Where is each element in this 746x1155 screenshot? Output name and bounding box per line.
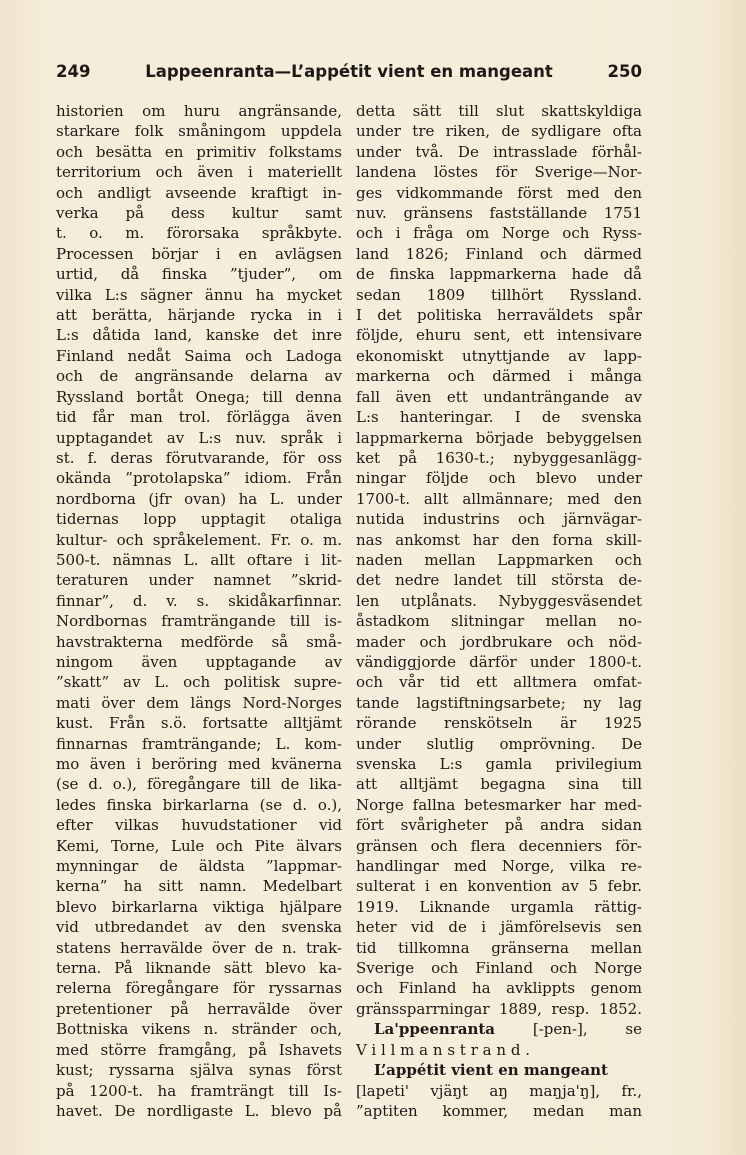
text-line: Kemi, Torne, Lule och Pite älvars xyxy=(56,836,342,855)
page-number-right: 250 xyxy=(607,62,642,81)
text-line: ges vidkommande först med den xyxy=(356,183,642,202)
text-line: st. f. deras förutvarande, för oss xyxy=(56,448,342,467)
text-line: och besätta en primitiv folkstams xyxy=(56,142,342,161)
text-line: Finland nedåt Saima och Ladoga xyxy=(56,346,342,365)
text-line: åstadkom slitningar mellan no- xyxy=(356,612,642,631)
entry-lappeenranta xyxy=(356,1019,642,1039)
text-line: len utplånats. Nybyggesväsendet xyxy=(356,591,642,610)
entry-lappetit-pron: [lapeti' vjäŋt aŋ maŋja'ŋ], fr., xyxy=(356,1081,642,1100)
text-line: relerna föregångare för ryssarnas xyxy=(56,979,342,998)
text-line: de finska lappmarkerna hade då xyxy=(356,265,642,284)
text-line: följde, ehuru sent, ett intensivare xyxy=(356,326,642,345)
text-line: kust; ryssarna själva synas först xyxy=(56,1061,342,1080)
text-line: okända ”protolapska” idiom. Från xyxy=(56,469,342,488)
text-line: (se d. o.), föregångare till de lika- xyxy=(56,775,342,794)
text-line: lappmarkerna började bebyggelsen xyxy=(356,428,642,447)
pronunciation-lappeenranta: [-pen-], xyxy=(532,1020,588,1039)
text-line: mati över dem längs Nord-Norges xyxy=(56,693,342,712)
text-line: ”skatt” av L. och politisk supre- xyxy=(56,673,342,692)
text-line: finnar”, d. v. s. skidåkarfinnar. xyxy=(56,591,342,610)
text-line: nuv. gränsens fastställande 1751 xyxy=(356,204,642,223)
text-line: vändiggjorde därför under 1800-t. xyxy=(356,652,642,671)
text-line: mader och jordbrukare och nöd- xyxy=(356,632,642,651)
text-line: sedan 1809 tillhört Ryssland. xyxy=(356,285,642,304)
text-line: under slutlig omprövning. De xyxy=(356,734,642,753)
text-line: nutida industrins och järnvägar- xyxy=(356,510,642,529)
left-column xyxy=(56,101,342,1121)
see-reference-label: se xyxy=(625,1020,642,1039)
text-line: Ryssland bortåt Onega; till denna xyxy=(56,387,342,406)
running-header xyxy=(56,62,642,90)
entry-lappetit xyxy=(356,1060,642,1080)
text-line: 1919. Liknande urgamla rättig- xyxy=(356,897,642,916)
text-line: kultur- och språkelement. Fr. o. m. xyxy=(56,530,342,549)
cross-reference-villmanstrand: Villmanstrand. xyxy=(356,1040,535,1059)
text-line: tidernas lopp upptagit otaliga xyxy=(56,510,342,529)
text-line: ket på 1630-t.; nybyggesanlägg- xyxy=(356,448,642,467)
text-line: ledes finska birkarlarna (se d. o.), xyxy=(56,795,342,814)
text-line: heter vid de i jämförelsevis sen xyxy=(356,918,642,937)
text-line: Nordbornas framträngande till is- xyxy=(56,612,342,631)
text-line: finnarnas framträngande; L. kom- xyxy=(56,734,342,753)
text-line: starkare folk småningom uppdela xyxy=(56,122,342,141)
text-line: gränssparrningar 1889, resp. 1852. xyxy=(356,999,642,1018)
text-line: och andligt avseende kraftigt in- xyxy=(56,183,342,202)
text-line: ningar följde och blevo under xyxy=(356,469,642,488)
text-line: under tre riken, de sydligare ofta xyxy=(356,122,642,141)
running-title: Lappeenranta—L’appétit vient en mangeant xyxy=(145,62,553,81)
text-line: mo även i beröring med kvänerna xyxy=(56,755,342,773)
text-line: ekonomiskt utnyttjande av lapp- xyxy=(356,346,642,365)
text-line: Bottniska vikens n. stränder och, xyxy=(56,1020,342,1039)
text-line: blevo birkarlarna viktiga hjälpare xyxy=(56,897,342,916)
text-line: gränsen och flera decenniers för- xyxy=(356,836,642,855)
text-line: fört svårigheter på andra sidan xyxy=(356,816,642,835)
text-line: nordborna (jfr ovan) ha L. under xyxy=(56,489,342,508)
text-line: att berätta, härjande rycka in i xyxy=(56,306,342,325)
text-line: havet. De nordligaste L. blevo på xyxy=(56,1101,342,1120)
headword-lappeenranta: La'ppeenranta xyxy=(374,1020,496,1039)
text-line: mynningar de äldsta ”lappmar- xyxy=(56,857,342,876)
text-line: svenska L:s gamla privilegium xyxy=(356,755,642,773)
text-line: t. o. m. förorsaka språkbyte. xyxy=(56,224,342,243)
text-line: upptagandet av L:s nuv. språk i xyxy=(56,428,342,447)
text-line: tande lagstiftningsarbete; ny lag xyxy=(356,693,642,712)
text-line: sulterat i en konvention av 5 febr. xyxy=(356,877,642,896)
text-line: teraturen under namnet ”skrid- xyxy=(56,571,342,590)
text-line: urtid, då finska ”tjuder”, om xyxy=(56,265,342,284)
text-line: tid får man trol. förlägga även xyxy=(56,408,342,427)
text-line: naden mellan Lappmarken och xyxy=(356,550,642,569)
text-line: kerna” ha sitt namn. Medelbart xyxy=(56,877,342,896)
text-line: fall även ett undanträngande av xyxy=(356,387,642,406)
text-line: Norge fallna betesmarker har med- xyxy=(356,795,642,814)
text-line: L:s hanteringar. I de svenska xyxy=(356,408,642,427)
text-line: under två. De intrasslade förhål- xyxy=(356,142,642,161)
text-line: detta sätt till slut skattskyldiga xyxy=(356,102,642,120)
text-line: ningom även upptagande av xyxy=(56,652,342,671)
right-column xyxy=(356,101,642,1121)
text-line: med större framgång, på Ishavets xyxy=(56,1040,342,1059)
text-line: och de angränsande delarna av xyxy=(56,367,342,386)
text-line: terna. På liknande sätt blevo ka- xyxy=(56,959,342,978)
text-line: vid utbredandet av den svenska xyxy=(56,918,342,937)
text-line: I det politiska herraväldets spår xyxy=(356,306,642,325)
text-line: territorium och även i materiellt xyxy=(56,163,342,182)
text-line: landena löstes för Sverige—Nor- xyxy=(356,163,642,182)
text-line: och vår tid ett alltmera omfat- xyxy=(356,673,642,692)
text-line: efter vilkas huvudstationer vid xyxy=(56,816,342,835)
text-line: pretentioner på herravälde över xyxy=(56,999,342,1018)
entry-lappeenranta-ref xyxy=(356,1040,642,1060)
text-line: att alltjämt begagna sina till xyxy=(356,775,642,794)
text-line: rörande renskötseln är 1925 xyxy=(356,714,642,733)
text-line: markerna och därmed i många xyxy=(356,367,642,386)
text-line: statens herravälde över de n. trak- xyxy=(56,938,342,957)
right-column-body xyxy=(356,101,642,1019)
text-line: land 1826; Finland och därmed xyxy=(356,244,642,263)
text-line: tid tillkomna gränserna mellan xyxy=(356,938,642,957)
text-line: verka på dess kultur samt xyxy=(56,204,342,223)
text-line: och i fråga om Norge och Ryss- xyxy=(356,224,642,243)
text-line: Processen börjar i en avlägsen xyxy=(56,244,342,263)
text-line: havstrakterna medförde så små- xyxy=(56,632,342,651)
text-line: det nedre landet till största de- xyxy=(356,571,642,590)
entry-lappetit-def: ”aptiten kommer, medan man xyxy=(356,1101,642,1120)
text-line: nas ankomst har den forna skill- xyxy=(356,530,642,549)
text-line: på 1200-t. ha framträngt till Is- xyxy=(56,1081,342,1100)
page-number-left: 249 xyxy=(56,62,91,81)
text-line: 500-t. nämnas L. allt oftare i lit- xyxy=(56,550,342,569)
text-line: kust. Från s.ö. fortsatte alltjämt xyxy=(56,714,342,733)
headword-lappetit: L’appétit vient en mangeant xyxy=(374,1061,608,1080)
text-line: vilka L:s sägner ännu ha mycket xyxy=(56,285,342,304)
text-line: 1700-t. allt allmännare; med den xyxy=(356,489,642,508)
text-line: och Finland ha avklippts genom xyxy=(356,979,642,998)
text-line: historien om huru angränsande, xyxy=(56,102,342,120)
text-line: Sverige och Finland och Norge xyxy=(356,959,642,978)
text-line: L:s dåtida land, kanske det inre xyxy=(56,326,342,345)
text-line: handlingar med Norge, vilka re- xyxy=(356,857,642,876)
